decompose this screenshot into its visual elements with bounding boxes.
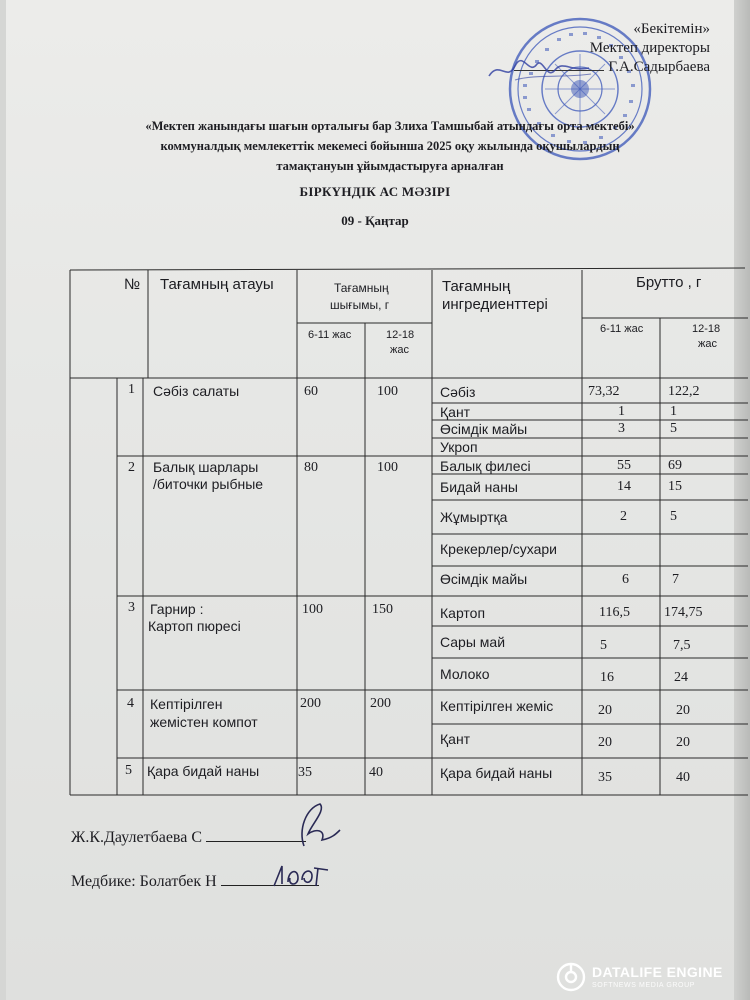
ingredient-brutto-6-11: 14	[617, 479, 631, 494]
dish-name: жемістен компот	[150, 714, 258, 730]
header-yield-age-12-18-b: жас	[390, 344, 409, 356]
dish-yield-12-18: 150	[372, 602, 393, 617]
ingredient-name: Қара бидай наны	[440, 765, 553, 781]
dish-yield-12-18: 200	[370, 696, 391, 711]
ingredient-brutto-12-18: 40	[676, 770, 690, 785]
ingredient-brutto-6-11: 73,32	[588, 384, 620, 399]
ingredient-name: Қант	[440, 731, 471, 747]
watermark-subtitle: SOFTNEWS MEDIA GROUP	[592, 982, 696, 989]
dish-name: Гарнир :	[150, 601, 204, 617]
ingredient-brutto-6-11: 35	[598, 770, 612, 785]
ingredient-name: Бидай наны	[440, 479, 518, 495]
ingredient-brutto-12-18: 24	[674, 670, 688, 685]
ingredient-name: Жұмыртқа	[440, 509, 508, 525]
director-name: Г.А.Садырбаева	[608, 59, 710, 75]
dish-yield-6-11: 200	[300, 696, 321, 711]
dish-yield-6-11: 100	[302, 602, 323, 617]
header-ingredients-line2: ингредиенттері	[442, 296, 548, 313]
site-watermark	[556, 956, 736, 996]
ingredient-name: Балық филесі	[440, 458, 531, 474]
approval-title: «Бекітемін»	[633, 21, 710, 37]
dish-number: 3	[128, 600, 135, 615]
datalife-logo-icon	[556, 962, 586, 992]
dish-yield-12-18: 100	[377, 384, 398, 399]
dish-number: 2	[128, 460, 135, 475]
page-left-edge	[0, 0, 6, 1000]
ingredient-brutto-12-18: 69	[668, 458, 682, 473]
ingredient-brutto-12-18: 5	[670, 421, 677, 436]
dish-name: Балық шарлары	[153, 459, 259, 475]
ingredient-brutto-6-11: 5	[600, 638, 607, 653]
header-yield-line1: Тағамның	[334, 281, 389, 295]
dish-name: Сәбіз салаты	[153, 383, 240, 399]
dish-name: Кептірілген	[150, 696, 223, 712]
watermark-title: DATALIFE ENGINE	[592, 964, 723, 980]
dish-name: Қара бидай наны	[147, 763, 260, 779]
header-brutto-age-6-11: 6-11 жас	[600, 323, 644, 335]
header-brutto-age-12-18-a: 12-18	[692, 323, 721, 335]
ingredient-brutto-12-18: 7,5	[673, 638, 691, 653]
ingredient-name: Өсімдік майы	[440, 571, 528, 587]
ingredient-brutto-6-11: 6	[622, 572, 629, 587]
dish-number: 1	[128, 382, 135, 397]
signer-1-signature	[282, 800, 342, 850]
dish-yield-6-11: 80	[304, 460, 318, 475]
header-number: №	[124, 276, 141, 293]
ingredient-brutto-12-18: 5	[670, 509, 677, 524]
ingredient-name: Молоко	[440, 666, 490, 682]
ingredient-brutto-6-11: 1	[618, 404, 625, 419]
page-right-shadow	[734, 0, 750, 1000]
ingredient-brutto-12-18: 20	[676, 703, 690, 718]
menu-date: 09 - Қаңтар	[341, 213, 409, 228]
dish-yield-6-11: 60	[304, 384, 318, 399]
director-signature	[485, 54, 595, 88]
ingredient-brutto-6-11: 3	[618, 421, 625, 436]
ingredient-name: Картоп	[440, 605, 486, 621]
dish-name: Картоп пюресі	[148, 618, 241, 634]
approval-position: Мектеп директоры	[589, 40, 710, 56]
header-brutto: Брутто , г	[636, 274, 702, 291]
header-line-3: тамақтануын ұйымдастыруға арналған	[276, 159, 504, 173]
signer-1-name: Ж.К.Даулетбаева С	[71, 829, 203, 846]
ingredient-name: Кептірілген жеміс	[440, 698, 554, 714]
header-yield-age-6-11: 6-11 жас	[308, 329, 352, 341]
ingredient-brutto-12-18: 7	[672, 572, 679, 587]
ingredient-name: Қант	[440, 404, 471, 420]
dish-number: 5	[125, 763, 132, 778]
header-ingredients-line1: Тағамның	[442, 278, 511, 295]
dish-yield-12-18: 100	[377, 460, 398, 475]
ingredient-brutto-12-18: 20	[676, 735, 690, 750]
ingredient-brutto-12-18: 174,75	[664, 605, 703, 620]
header-line-1: «Мектеп жанындағы шағын орталығы бар Злиха Тамшыбай атындағы орта мектебі»	[145, 119, 635, 133]
ingredient-name: Укроп	[440, 439, 478, 455]
ingredient-brutto-12-18: 122,2	[668, 384, 700, 399]
header-yield-line2: шығымы, г	[330, 298, 390, 312]
ingredient-brutto-6-11: 20	[598, 703, 612, 718]
dish-yield-6-11: 35	[298, 765, 312, 780]
dish-number: 4	[127, 696, 134, 711]
menu-title: БІРКҮНДІК АС МӘЗІРІ	[299, 184, 451, 199]
header-yield-age-12-18-a: 12-18	[386, 329, 415, 341]
ingredient-brutto-6-11: 16	[600, 670, 614, 685]
ingredient-brutto-12-18: 15	[668, 479, 682, 494]
signer-1-line	[71, 826, 306, 847]
dish-yield-12-18: 40	[369, 765, 383, 780]
ingredient-brutto-6-11: 20	[598, 735, 612, 750]
header-line-2: коммуналдық мемлекеттік мекемесі бойынша 2025 оқу жылында оқушылардың	[160, 139, 620, 153]
ingredient-name: Өсімдік майы	[440, 421, 528, 437]
header-dish-name: Тағамның атауы	[160, 276, 274, 293]
signer-2-name: Медбике: Болатбек Н	[71, 873, 217, 890]
ingredient-brutto-6-11: 2	[620, 509, 627, 524]
header-brutto-age-12-18-b: жас	[698, 338, 717, 350]
document-header	[100, 116, 680, 176]
ingredient-brutto-6-11: 55	[617, 458, 631, 473]
ingredient-name: Крекерлер/сухари	[440, 541, 557, 557]
ingredient-brutto-12-18: 1	[670, 404, 677, 419]
ingredient-name: Сары май	[440, 634, 506, 650]
signer-2-signature	[268, 860, 334, 890]
dish-name: /биточки рыбные	[153, 476, 264, 492]
ingredient-brutto-6-11: 116,5	[599, 605, 630, 620]
ingredient-name: Сәбіз	[440, 384, 476, 400]
